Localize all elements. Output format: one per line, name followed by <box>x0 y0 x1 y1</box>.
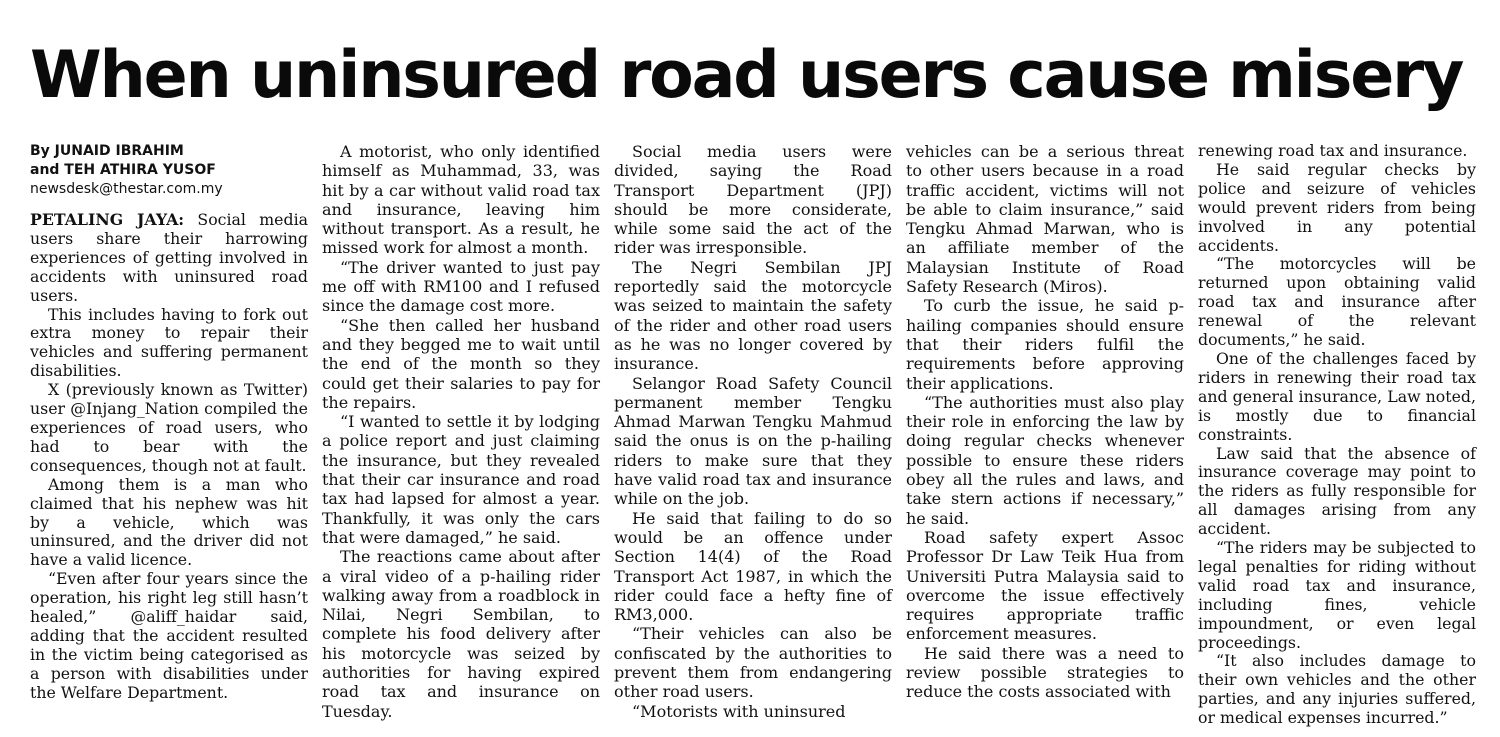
paragraph: This includes having to fork out extra money to repair their vehicles and suffering permanent disabilities. <box>30 304 308 381</box>
paragraph: “It also includes damage to their own vehicles and the other parties, and any injuries suffered, or medical expenses incurred.” <box>1198 651 1476 728</box>
paragraph: renewing road tax and insurance. <box>1198 141 1468 160</box>
paragraph: “The driver wanted to just pay me off with RM100 and I refused since the damage cost more. <box>322 257 600 316</box>
headline: When uninsured road users cause misery <box>30 38 1463 113</box>
paragraph-text: Social media users share their harrowing experiences of getting involved in accidents with uninsured road users. <box>30 210 308 305</box>
paragraph: vehicles can be a serious threat to other users because in a road traffic accident, victims will not be able to claim insurance,” said Tengku Ahmad Marwan, who is an affiliate member of the Malaysian Institute of Road Safety Research (Miros). <box>906 142 1184 297</box>
dateline: PETALING JAYA: <box>30 210 185 229</box>
column-5 <box>1198 142 1476 728</box>
byline-author-2: and TEH ATHIRA YUSOF <box>30 162 216 178</box>
paragraph: He said that failing to do so would be an offence under Section 14(4) of the Road Transport Act 1987, in which the rider could face a hefty fine of RM3,000. <box>614 508 892 625</box>
byline-author-1: By JUNAID IBRAHIM <box>30 143 184 159</box>
paragraph: Among them is a man who claimed that his nephew was hit by a vehicle, which was uninsured, and the driver did not have a valid licence. <box>30 474 308 570</box>
paragraph: To curb the issue, he said p-hailing companies should ensure that their riders fulfil the requirements before approving their applications. <box>906 296 1184 393</box>
paragraph: “Even after four years since the operation, his right leg still hasn’t healed,” @aliff_haidar said, adding that the accident resulted in the victim being categorised as a person with disabilities under the Welfare Department. <box>30 569 308 702</box>
byline-email: newsdesk@thestar.com.my <box>30 181 223 197</box>
paragraph: Law said that the absence of insurance coverage may point to the riders as fully responsible for all damages arising from any accident. <box>1198 443 1476 539</box>
paragraph: The reactions came about after a viral video of a p-hailing rider walking away from a roadblock in Nilai, Negri Sembilan, to complete his food delivery after his motorcycle was seized by authorities for having expired road tax and insurance on Tuesday. <box>322 547 600 721</box>
paragraph: “She then called her husband and they begged me to wait until the end of the month so they could get their salaries to pay for the repairs. <box>322 315 600 412</box>
paragraph: “I wanted to settle it by lodging a police report and just claiming the insurance, but they revealed that their car insurance and road tax had lapsed for almost a year. Thankfully, it was only the cars that were damaged,” he said. <box>322 412 600 547</box>
paragraph: Road safety expert Assoc Professor Dr Law Teik Hua from Universiti Putra Malaysia said to overcome the issue effectively requires appropriate traffic enforcement measures. <box>906 527 1184 644</box>
paragraph: He said there was a need to review possible strategies to reduce the costs associated with <box>906 643 1184 702</box>
paragraph <box>30 211 308 306</box>
paragraph: “The authorities must also play their role in enforcing the law by doing regular checks whenever possible to ensure these riders obey all the rules and laws, and take stern actions if necessary,” he said. <box>906 392 1184 528</box>
paragraph: The Negri Sembilan JPJ reportedly said the motorcycle was seized to maintain the safety of the rider and other road users as he was no longer covered by insurance. <box>614 257 892 374</box>
paragraph: “Their vehicles can also be confiscated by the authorities to prevent them from endangering other road users. <box>614 624 892 702</box>
column-3 <box>614 142 892 721</box>
paragraph: He said regular checks by police and seizure of vehicles would prevent riders from being involved in any potential accidents. <box>1198 159 1476 255</box>
column-4 <box>906 142 1184 702</box>
column-2 <box>322 142 600 721</box>
column-1 <box>30 142 308 703</box>
paragraph: One of the challenges faced by riders in renewing their road tax and general insurance, Law noted, is mostly due to financial constraints. <box>1198 348 1476 444</box>
paragraph: “The motorcycles will be returned upon obtaining valid road tax and insurance after renewal of the relevant documents,” he said. <box>1198 254 1476 350</box>
paragraph: Social media users were divided, saying the Road Transport Department (JPJ) should be more considerate, while some said the act of the rider was irresponsible. <box>614 142 892 258</box>
paragraph: “Motorists with uninsured <box>632 701 846 721</box>
byline <box>30 142 308 199</box>
paragraph: X (previously known as Twitter) user @Injang_Nation compiled the experiences of road users, who had to bear with the consequences, though not at fault. <box>30 380 308 475</box>
paragraph: “The riders may be subjected to legal penalties for riding without valid road tax and insurance, including fines, vehicle impoundment, or even legal proceedings. <box>1198 538 1476 652</box>
paragraph: Selangor Road Safety Council permanent member Tengku Ahmad Marwan Tengku Mahmud said the onus is on the p-hailing riders to make sure that they have valid road tax and insurance while on the job. <box>614 373 892 509</box>
paragraph: A motorist, who only identified himself as Muhammad, 33, was hit by a car without valid road tax and insurance, leaving him without transport. As a result, he missed work for almost a month. <box>322 142 600 258</box>
